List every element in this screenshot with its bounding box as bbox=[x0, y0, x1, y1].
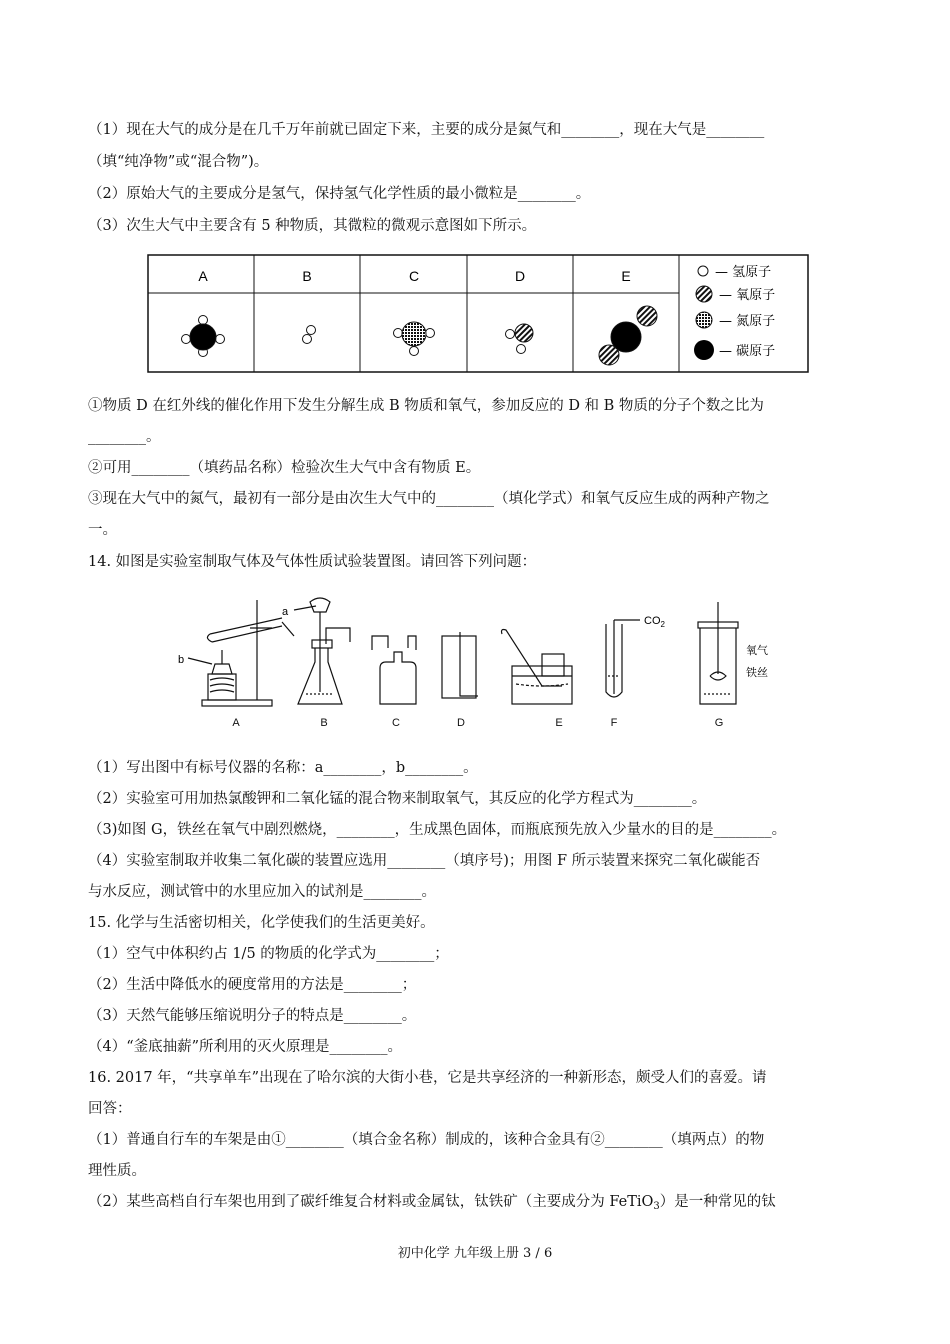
text-line: 14. 如图是实验室制取气体及气体性质试验装置图。请回答下列问题： bbox=[88, 554, 537, 570]
legend-nitrogen-icon bbox=[696, 312, 712, 328]
svg-text:— 氮原子: — 氮原子 bbox=[719, 314, 776, 329]
apparatus-f bbox=[606, 620, 640, 697]
text-line: （4）“釜底抽薪”所利用的灭火原理是________。 bbox=[88, 1039, 403, 1055]
text-line: ①物质 D 在红外线的催化作用下发生分解生成 B 物质和氧气，参加反应的 D 和 B 物质的分子个数之比为 bbox=[88, 398, 764, 414]
text-line: 15. 化学与生活密切相关，化学使我们的生活更美好。 bbox=[88, 915, 435, 931]
text-line: ________。 bbox=[88, 429, 161, 445]
text-line: （1）现在大气的成分是在几千万年前就已固定下来，主要的成分是氮气和________，现在大气是________ bbox=[88, 122, 765, 138]
svg-text:— 氢原子: — 氢原子 bbox=[715, 265, 772, 280]
lab-apparatus-figure bbox=[170, 592, 780, 737]
apparatus-label-b: B bbox=[320, 717, 328, 729]
text-line: （3)如图 G，铁丝在氧气中剧烈燃烧，________，生成黑色固体，而瓶底预先放入少量水的目的是________。 bbox=[88, 822, 787, 838]
carbon-dioxide-molecule bbox=[599, 306, 657, 365]
hydrogen-molecule bbox=[303, 326, 316, 344]
apparatus-g bbox=[698, 602, 738, 704]
text-line: （1）空气中体积约占 1/5 的物质的化学式为________； bbox=[88, 946, 449, 962]
particle-diagram-table bbox=[147, 254, 809, 374]
apparatus-a bbox=[188, 600, 294, 706]
text-line: 一。 bbox=[88, 522, 117, 538]
apparatus-label-c: C bbox=[392, 717, 400, 729]
header-b: B bbox=[302, 268, 312, 284]
text-line: （2）某些高档自行车架也用到了碳纤维复合材料或金属钛，钛铁矿（主要成分为 FeTiO$_3$）是一种常见的钛 bbox=[88, 1194, 776, 1212]
apparatus-label-d: D bbox=[457, 717, 465, 729]
label-co2: $CO_2$ bbox=[644, 615, 665, 629]
apparatus-label-a: A bbox=[232, 717, 240, 729]
legend-oxygen-icon bbox=[696, 286, 712, 302]
apparatus-label-f: F bbox=[610, 717, 618, 729]
apparatus-label-g: G bbox=[714, 717, 724, 729]
text-line: 与水反应，测试管中的水里应加入的试剂是________。 bbox=[88, 884, 436, 900]
text-line: （2）生活中降低水的硬度常用的方法是________； bbox=[88, 977, 417, 993]
text-line: （1）普通自行车的车架是由①________（填合金名称）制成的，该种合金具有②________（填两点）的物 bbox=[88, 1132, 765, 1148]
apparatus-b bbox=[294, 598, 350, 704]
header-e: E bbox=[621, 268, 631, 284]
label-oxygen: 氧气 bbox=[746, 644, 768, 657]
text-line: ③现在大气中的氮气，最初有一部分是由次生大气中的________（填化学式）和氧气反应生成的两种产物之 bbox=[88, 491, 770, 507]
apparatus-e bbox=[502, 630, 573, 705]
text-line: 回答： bbox=[88, 1101, 132, 1117]
legend bbox=[694, 265, 775, 360]
header-c: C bbox=[408, 268, 420, 284]
label-b-mark: b bbox=[178, 654, 185, 666]
methane-molecule bbox=[182, 316, 225, 357]
header-a: A bbox=[198, 268, 208, 284]
text-line: （3）天然气能够压缩说明分子的特点是________。 bbox=[88, 1008, 417, 1024]
apparatus-d bbox=[442, 632, 478, 698]
text-line: （2）原始大气的主要成分是氢气，保持氢气化学性质的最小微粒是________。 bbox=[88, 186, 591, 202]
text-line: （填“纯净物”或“混合物”)。 bbox=[88, 154, 269, 170]
text-line: （2）实验室可用加热氯酸钾和二氧化锰的混合物来制取氧气，其反应的化学方程式为________。 bbox=[88, 791, 707, 807]
ammonia-molecule bbox=[394, 322, 435, 356]
apparatus-label-e: E bbox=[555, 717, 563, 729]
chemical-formula: FeTiO bbox=[609, 1194, 654, 1210]
svg-text:— 碳原子: — 碳原子 bbox=[719, 344, 776, 359]
text-line: （3）次生大气中主要含有 5 种物质，其微粒的微观示意图如下所示。 bbox=[88, 218, 537, 234]
label-iron-wire: 铁丝 bbox=[746, 666, 768, 679]
text-line: 理性质。 bbox=[88, 1163, 146, 1179]
text-line: 16. 2017 年，“共享单车”出现在了哈尔滨的大街小巷，它是共享经济的一种新形态，颇受人们的喜爱。请 bbox=[88, 1070, 767, 1086]
water-molecule bbox=[506, 324, 534, 354]
header-d: D bbox=[514, 268, 526, 284]
svg-text:— 氧原子: — 氧原子 bbox=[719, 288, 776, 303]
text-line: （1）写出图中有标号仪器的名称：a________，b________。 bbox=[88, 760, 478, 776]
legend-hydrogen-icon bbox=[698, 266, 708, 276]
label-a-mark: a bbox=[282, 606, 289, 618]
apparatus-c bbox=[372, 636, 416, 704]
text-line: （4）实验室制取并收集二氧化碳的装置应选用________（填序号)；用图 F 所示装置来探究二氧化碳能否 bbox=[88, 853, 761, 869]
legend-carbon-icon bbox=[694, 340, 714, 360]
text-line: ②可用________（填药品名称）检验次生大气中含有物质 E。 bbox=[88, 460, 481, 476]
page-footer: 初中化学 九年级上册 3 / 6 bbox=[397, 1246, 553, 1261]
